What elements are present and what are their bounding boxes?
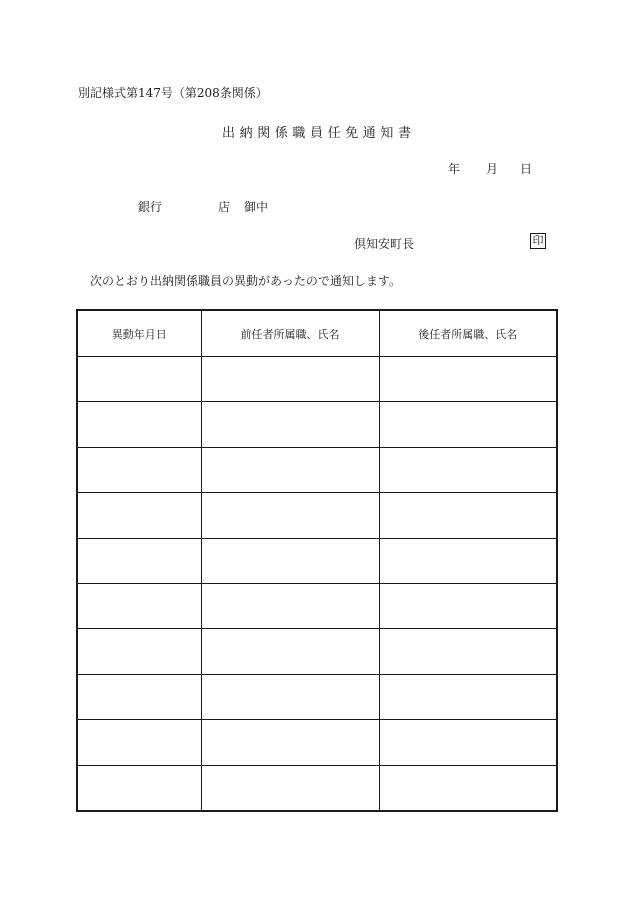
form-reference: 別記様式第147号（第208条関係）	[78, 86, 268, 100]
cell-successor[interactable]	[379, 674, 557, 719]
body-text: 次のとおり出納関係職員の異動があったので通知します。	[90, 274, 401, 288]
date-year-label: 年	[448, 162, 461, 176]
cell-change-date[interactable]	[77, 538, 201, 583]
table-row	[77, 538, 557, 583]
date-month-label: 月	[486, 162, 499, 176]
cell-predecessor[interactable]	[201, 765, 379, 811]
cell-successor[interactable]	[379, 493, 557, 538]
document-title: 出納関係職員任免通知書	[222, 126, 416, 141]
header-predecessor: 前任者所属職、氏名	[201, 310, 379, 357]
cell-predecessor[interactable]	[201, 720, 379, 765]
cell-successor[interactable]	[379, 538, 557, 583]
cell-change-date[interactable]	[77, 357, 201, 402]
cell-change-date[interactable]	[77, 402, 201, 447]
header-successor: 後任者所属職、氏名	[379, 310, 557, 357]
cell-predecessor[interactable]	[201, 674, 379, 719]
cell-predecessor[interactable]	[201, 629, 379, 674]
personnel-change-table	[76, 309, 558, 812]
cell-predecessor[interactable]	[201, 493, 379, 538]
cell-successor[interactable]	[379, 357, 557, 402]
table-row	[77, 629, 557, 674]
cell-change-date[interactable]	[77, 629, 201, 674]
bank-label: 銀行	[138, 200, 163, 214]
sender-name: 倶知安町長	[354, 237, 415, 251]
table-header-row	[77, 310, 557, 357]
table-row	[77, 402, 557, 447]
cell-change-date[interactable]	[77, 583, 201, 628]
header-change-date: 異動年月日	[77, 310, 201, 357]
cell-change-date[interactable]	[77, 447, 201, 492]
honorific-label: 御中	[244, 200, 269, 214]
cell-successor[interactable]	[379, 583, 557, 628]
cell-change-date[interactable]	[77, 493, 201, 538]
table-row	[77, 674, 557, 719]
cell-successor[interactable]	[379, 402, 557, 447]
table-row	[77, 720, 557, 765]
date-day-label: 日	[520, 162, 533, 176]
seal-stamp-box: 印	[530, 233, 546, 249]
table-row	[77, 765, 557, 811]
cell-successor[interactable]	[379, 765, 557, 811]
cell-successor[interactable]	[379, 720, 557, 765]
cell-change-date[interactable]	[77, 720, 201, 765]
table-row	[77, 357, 557, 402]
table-row	[77, 583, 557, 628]
cell-predecessor[interactable]	[201, 402, 379, 447]
cell-predecessor[interactable]	[201, 357, 379, 402]
cell-change-date[interactable]	[77, 674, 201, 719]
table-body	[77, 357, 557, 812]
cell-predecessor[interactable]	[201, 447, 379, 492]
cell-predecessor[interactable]	[201, 538, 379, 583]
cell-predecessor[interactable]	[201, 583, 379, 628]
table-row	[77, 447, 557, 492]
table-row	[77, 493, 557, 538]
cell-successor[interactable]	[379, 447, 557, 492]
cell-change-date[interactable]	[77, 765, 201, 811]
cell-successor[interactable]	[379, 629, 557, 674]
branch-label: 店	[218, 200, 231, 214]
